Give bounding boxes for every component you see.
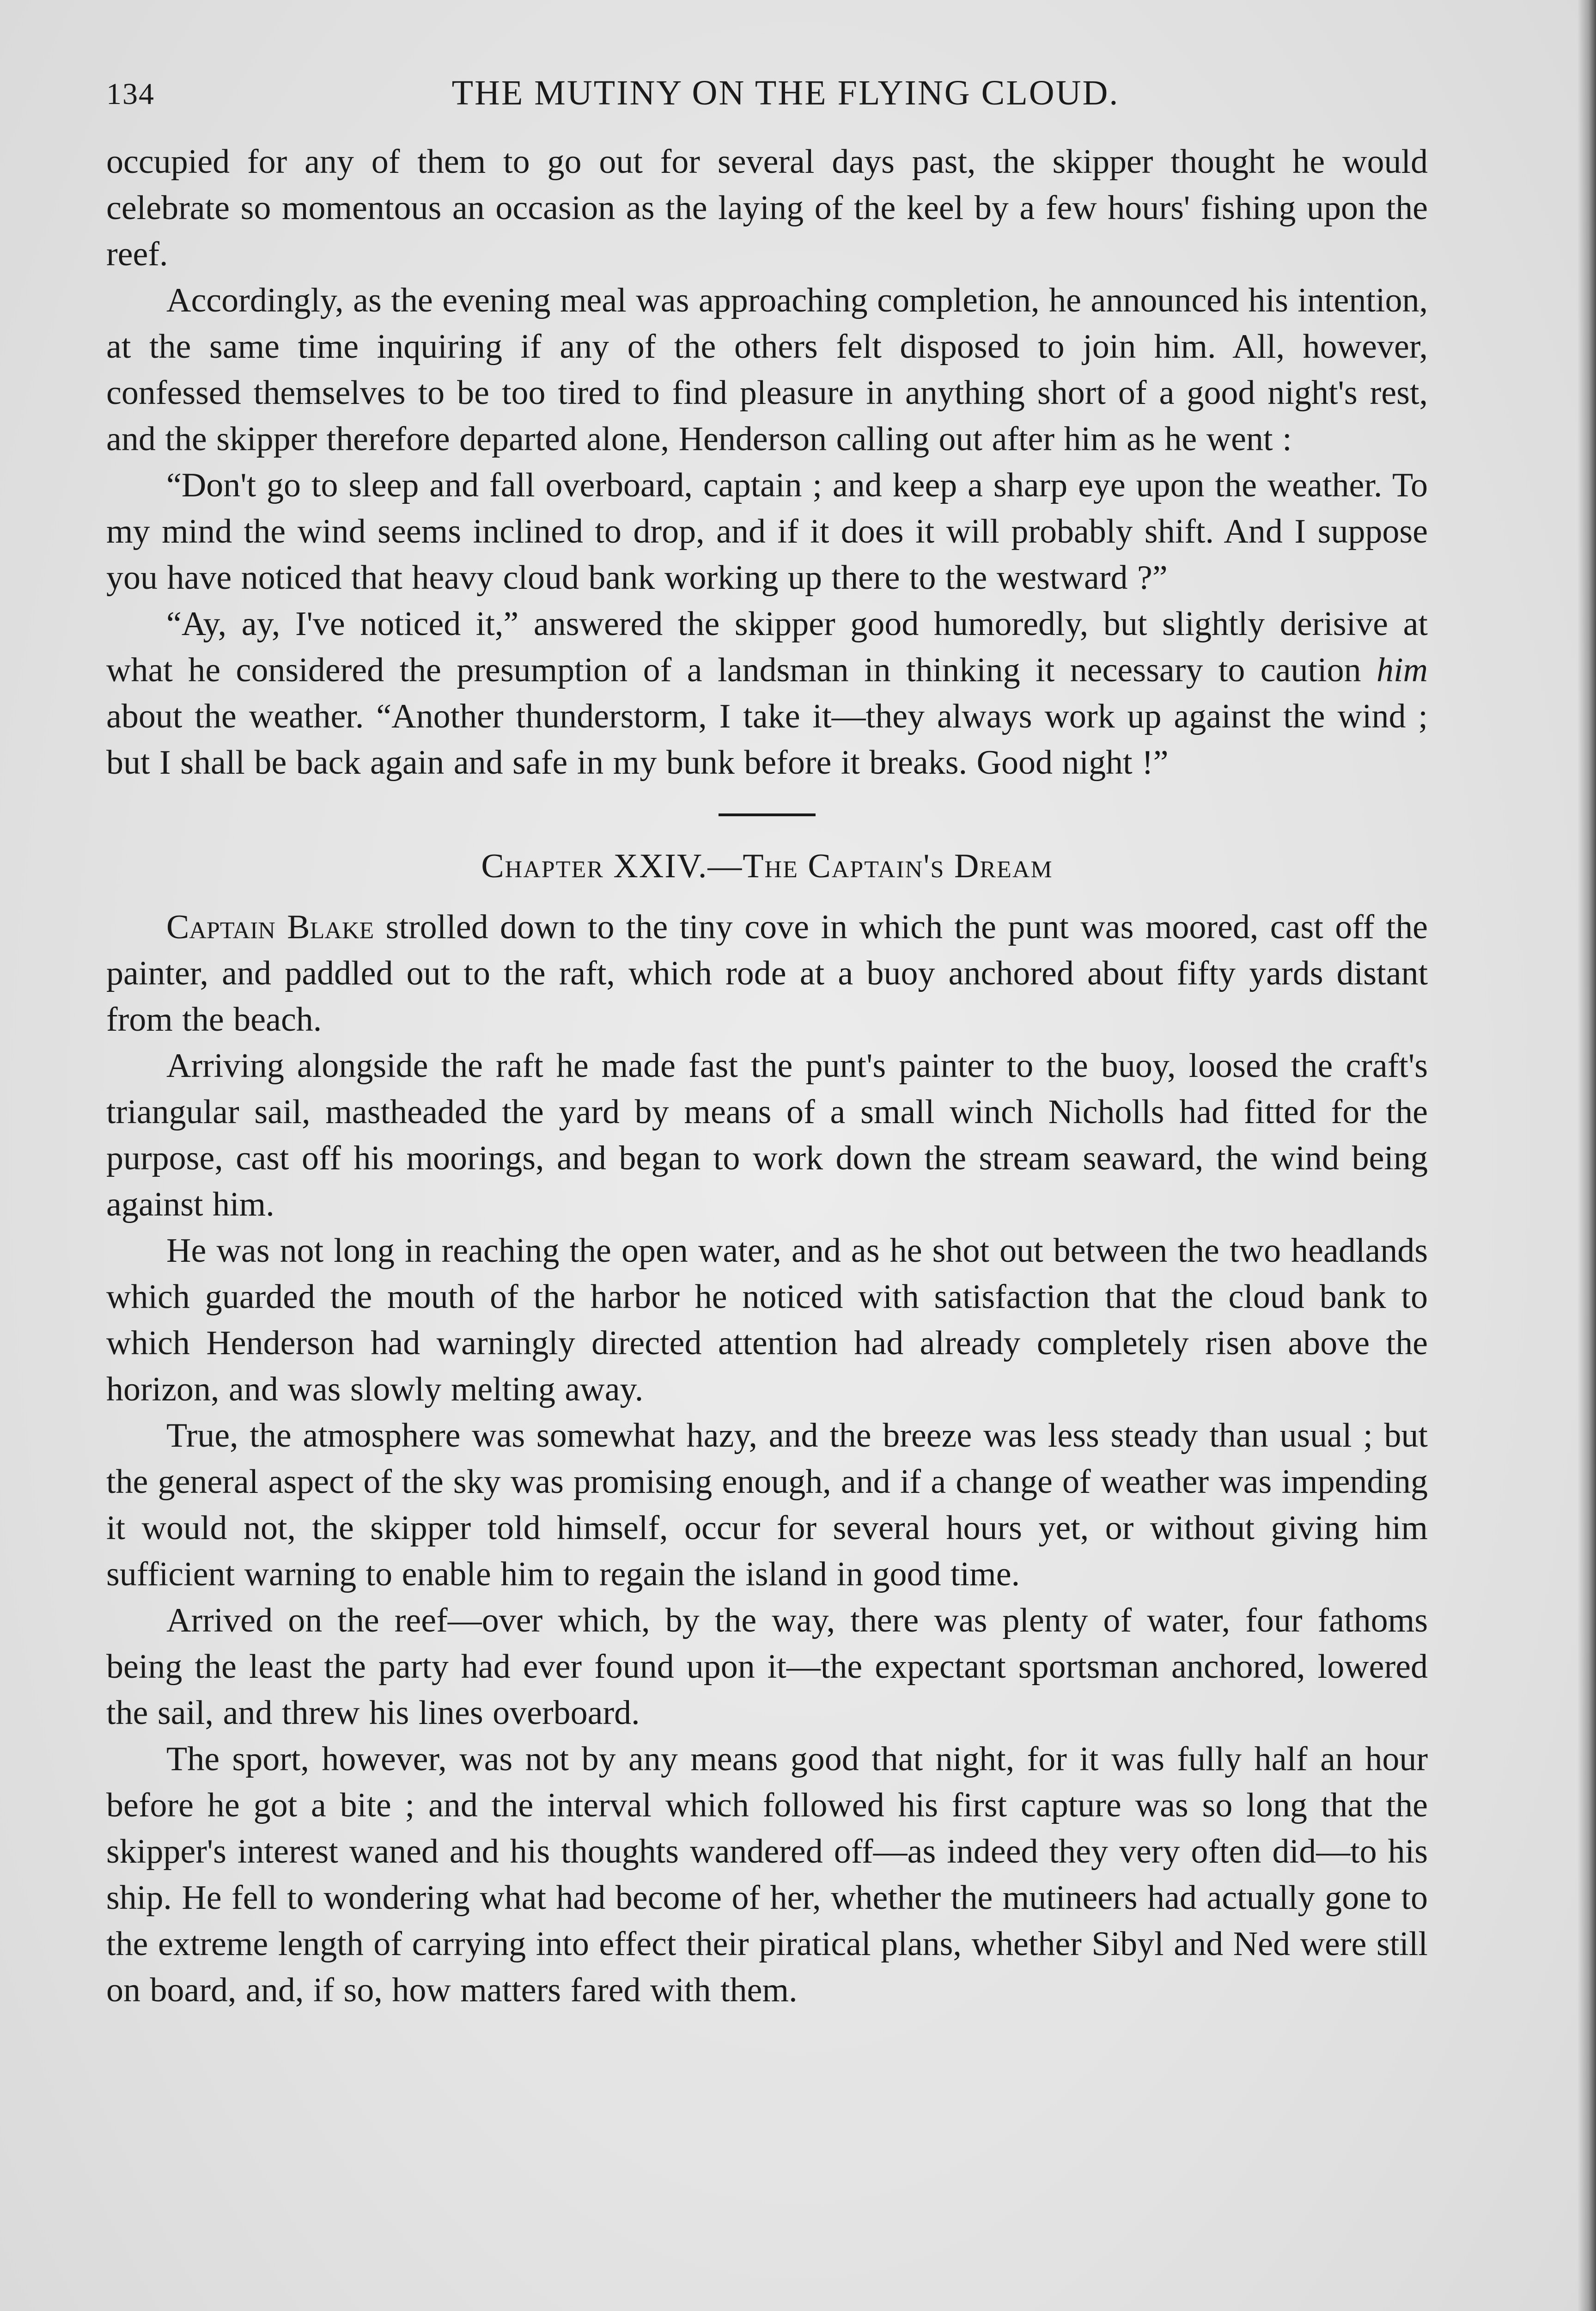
chapter-opening-text: strolled down to the tiny cove in which the punt was moored, cast off the painter, and paddled out to the raft, which rode at a buoy anchored about fifty yards distant from the beach. (106, 908, 1428, 1039)
running-title: THE MUTINY ON THE FLYING CLOUD. (451, 73, 1120, 112)
page-body (106, 139, 1428, 2013)
chapter-opening-paragraph (106, 904, 1428, 1043)
page-header (106, 73, 1428, 124)
paragraph-continued: occupied for any of them to go out for several days past, the skipper thought he would celebrate so momentous an occasion as the laying of the keel by a few hours' fishing upon the reef. (106, 143, 1428, 273)
paragraph-dialogue: “Don't go to sleep and fall overboard, captain ; and keep a sharp eye upon the weather. To my mind the wind seems inclined to drop, and if it does it will probably shift. And I suppose you have noticed that heavy cloud bank working up there to the westward ?” (106, 466, 1428, 597)
dialogue-text-end: about the weather. “Another thunderstorm, I take it—they always work up against the wind ; but I shall be back again and safe in my bunk before it breaks. Good night !” (106, 697, 1428, 782)
paragraph: Arrived on the reef—over which, by the way, there was plenty of water, four fathoms being the least the party had ever found upon it—the expectant sportsman anchored, lowered the sail, and threw his lines overboard. (106, 1602, 1428, 1732)
page-edge-shadow (1578, 0, 1596, 2311)
paragraph: Accordingly, as the evening meal was approaching completion, he announced his intention, at the same time inquiring if any of the others felt disposed to join him. All, however, confessed themselves to be too tired to find pleasure in anything short of a good night's rest, and the skipper therefore departed alone, Henderson calling out after him as he went : (106, 281, 1428, 458)
section-divider (719, 813, 816, 816)
dialogue-emphasis: him (1377, 651, 1428, 689)
paragraph: True, the atmosphere was somewhat hazy, and the breeze was less steady than usual ; but the general aspect of the sky was promising enough, and if a change of weather was impending it would not, the skipper told himself, occur for several hours yet, or without giving him sufficient warning to enable him to regain the island in good time. (106, 1417, 1428, 1593)
paragraph: The sport, however, was not by any means good that night, for it was fully half an hour before he got a bite ; and the interval which followed his first capture was so long that the skipper's interest waned and his thoughts wandered off—as indeed they very often did—to his ship. He fell to wondering what had become of her, whether the mutineers had actually gone to the extreme length of carrying into effect their piratical plans, whether Sibyl and Ned were still on board, and, if so, how matters fared with them. (106, 1740, 1428, 2009)
paragraph: He was not long in reaching the open water, and as he shot out between the two headlands which guarded the mouth of the harbor he noticed with satisfaction that the cloud bank to which Henderson had warningly directed attention had already completely risen above the horizon, and was slowly melting away. (106, 1232, 1428, 1408)
chapter-opening-name: Captain Blake (166, 908, 374, 946)
chapter-heading: Chapter XXIV.—The Captain's Dream (481, 847, 1053, 885)
dialogue-text-start: “Ay, ay, I've noticed it,” answered the skipper good humoredly, but slightly derisive at what he considered the presumption of a landsman in thinking it necessary to caution (106, 605, 1428, 689)
page-number: 134 (106, 77, 155, 111)
paragraph-dialogue-reply (106, 601, 1428, 786)
paragraph: Arriving alongside the raft he made fast the punt's painter to the buoy, loosed the craft's triangular sail, mastheaded the yard by means of a small winch Nicholls had fitted for the purpose, cast off his moorings, and began to work down the stream seaward, the wind being against him. (106, 1047, 1428, 1223)
